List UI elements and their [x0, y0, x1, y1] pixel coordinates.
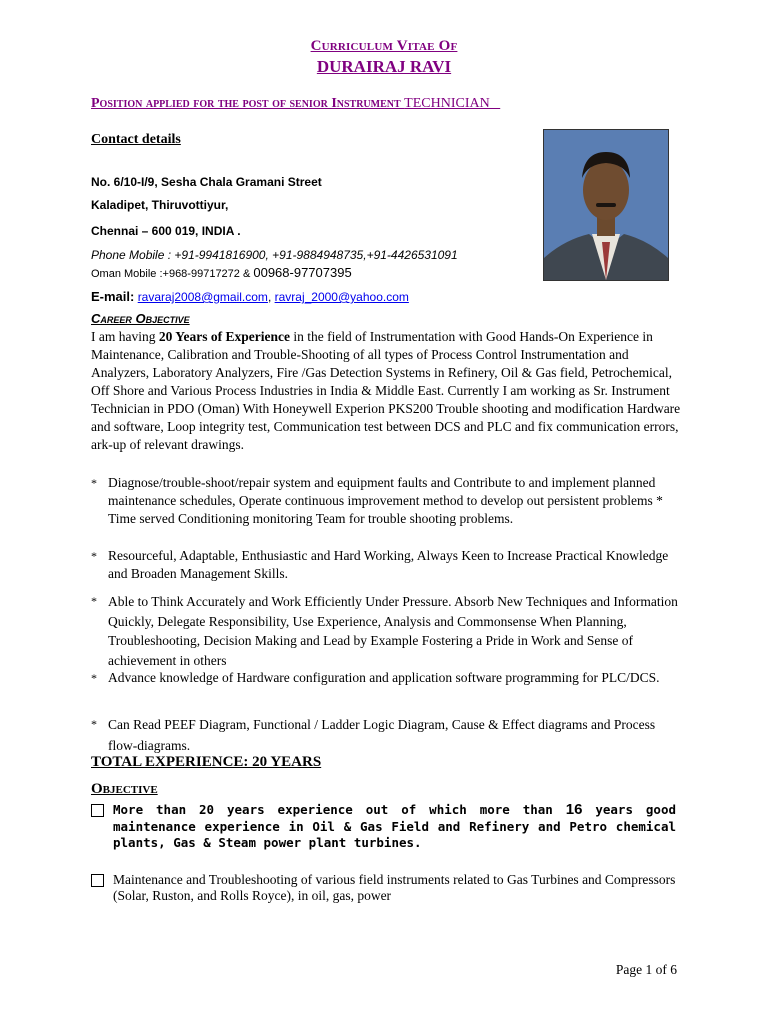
bullet-star: *	[91, 549, 97, 563]
email-link-gmail[interactable]: ravaraj2008@gmail.com	[137, 290, 268, 304]
objective-item-text: Maintenance and Troubleshooting of various field instruments related to Gas Turbines and Compressors (Solar, Ruston, and Rolls Royce), in oil, gas, power	[113, 872, 676, 903]
bullet-star: *	[91, 717, 97, 731]
item-text-b: years good maintenance experience in Oil & Gas Field and Refinery and Petro chemical plants, Gas & Steam power plant turbines.	[113, 802, 676, 850]
bullet-star: *	[91, 594, 97, 608]
objective-item	[91, 872, 676, 904]
portrait-image	[544, 130, 668, 280]
address-line-2: Kaladipet, Thiruvottiyur,	[91, 198, 229, 212]
career-objective-heading: Career Objective	[91, 311, 190, 326]
bullet-star: *	[91, 671, 97, 685]
item-text-a: More than 20 years experience out of which more than	[113, 802, 566, 817]
bullet-text: Able to Think Accurately and Work Efficiently Under Pressure. Absorb New Techniques and Information Quickly, Delegate Responsibility, Use Experience, Analysis and Commonsense When Planning, Troubleshooting, Decision Making and Lead by Example Fostering a Pride in Work and Sense of achievement in others	[108, 594, 678, 668]
career-summary	[91, 328, 681, 454]
checkbox-icon	[91, 874, 104, 887]
position-title: TECHNICIAN	[404, 96, 501, 111]
objective-item-text	[91, 802, 676, 852]
position-prefix: Position applied for the post of senior Instrument	[91, 96, 405, 111]
total-experience: TOTAL EXPERIENCE: 20 YEARS	[91, 754, 322, 770]
email-label: E-mail:	[91, 289, 135, 304]
career-bullet	[91, 669, 681, 687]
address-line-3: Chennai – 600 019, INDIA .	[91, 224, 241, 238]
oman-mobile-number: 00968-97707395	[253, 265, 352, 280]
profile-photo	[543, 129, 669, 281]
email-line	[91, 289, 409, 304]
bullet-text: Advance knowledge of Hardware configuration and application software programming for PLC/DCS.	[108, 670, 660, 685]
oman-mobile-prefix: Oman Mobile :+968-99717272 &	[91, 268, 254, 280]
contact-heading: Contact details	[91, 132, 181, 147]
summary-rest: in the field of Instrumentation with Good Hands-On Experience in Maintenance, Calibration and Trouble-Shooting of all types of Process Control Instrumentation and Analyzers, Laboratory Analyzers, Fire /Gas Detection Systems in Refinery, Oil & Gas field, Petrochemical, Off Shore and Various Process Industries in India & Middle East. Currently I am working as Sr. Instrument Technician in PDO (Oman) With Honeywell Experion PKS200 Trouble shooting and modification Hardware and software, Loop integrity test, Communication test between DCS and PLC and fix communication errors, ark-up of relevant drawings.	[91, 329, 681, 452]
career-bullet	[91, 592, 681, 670]
phone-mobile: Phone Mobile : +91-9941816900, +91-9884948735,+91-4426531091	[91, 248, 458, 262]
career-bullet	[91, 547, 681, 583]
bullet-star: *	[91, 476, 97, 490]
position-applied	[91, 96, 500, 112]
email-link-yahoo[interactable]: ravraj_2000@yahoo.com	[274, 290, 409, 304]
cv-title: Curriculum Vitae Of	[310, 38, 458, 54]
career-bullet	[91, 714, 681, 756]
oman-mobile	[91, 265, 352, 280]
page-number: Page 1 of 6	[615, 962, 677, 977]
career-bullet	[91, 474, 681, 528]
checkbox-icon	[91, 804, 104, 817]
objective-item	[91, 802, 676, 852]
summary-start: I am having	[91, 329, 159, 344]
bullet-text: Diagnose/trouble-shoot/repair system and equipment faults and Contribute to and implement planned maintenance schedules, Operate continuous improvement method to develop out persistent problems * Time served Conditioning monitoring Team for trouble shooting problems.	[108, 475, 663, 526]
email-separator: ,	[267, 290, 275, 304]
summary-experience: 20 Years of Experience	[158, 329, 290, 344]
bullet-text: Resourceful, Adaptable, Enthusiastic and Hard Working, Always Keen to Increase Practical Knowledge and Broaden Management Skills.	[108, 548, 669, 581]
bullet-text: Can Read PEEF Diagram, Functional / Ladder Logic Diagram, Cause & Effect diagrams and Process flow-diagrams.	[108, 717, 656, 753]
candidate-name: DURAIRAJ RAVI	[316, 57, 452, 76]
objective-heading: Objective	[91, 781, 158, 797]
address-line-1: No. 6/10-I/9, Sesha Chala Gramani Street	[91, 175, 322, 189]
item-years: 16	[565, 801, 583, 818]
